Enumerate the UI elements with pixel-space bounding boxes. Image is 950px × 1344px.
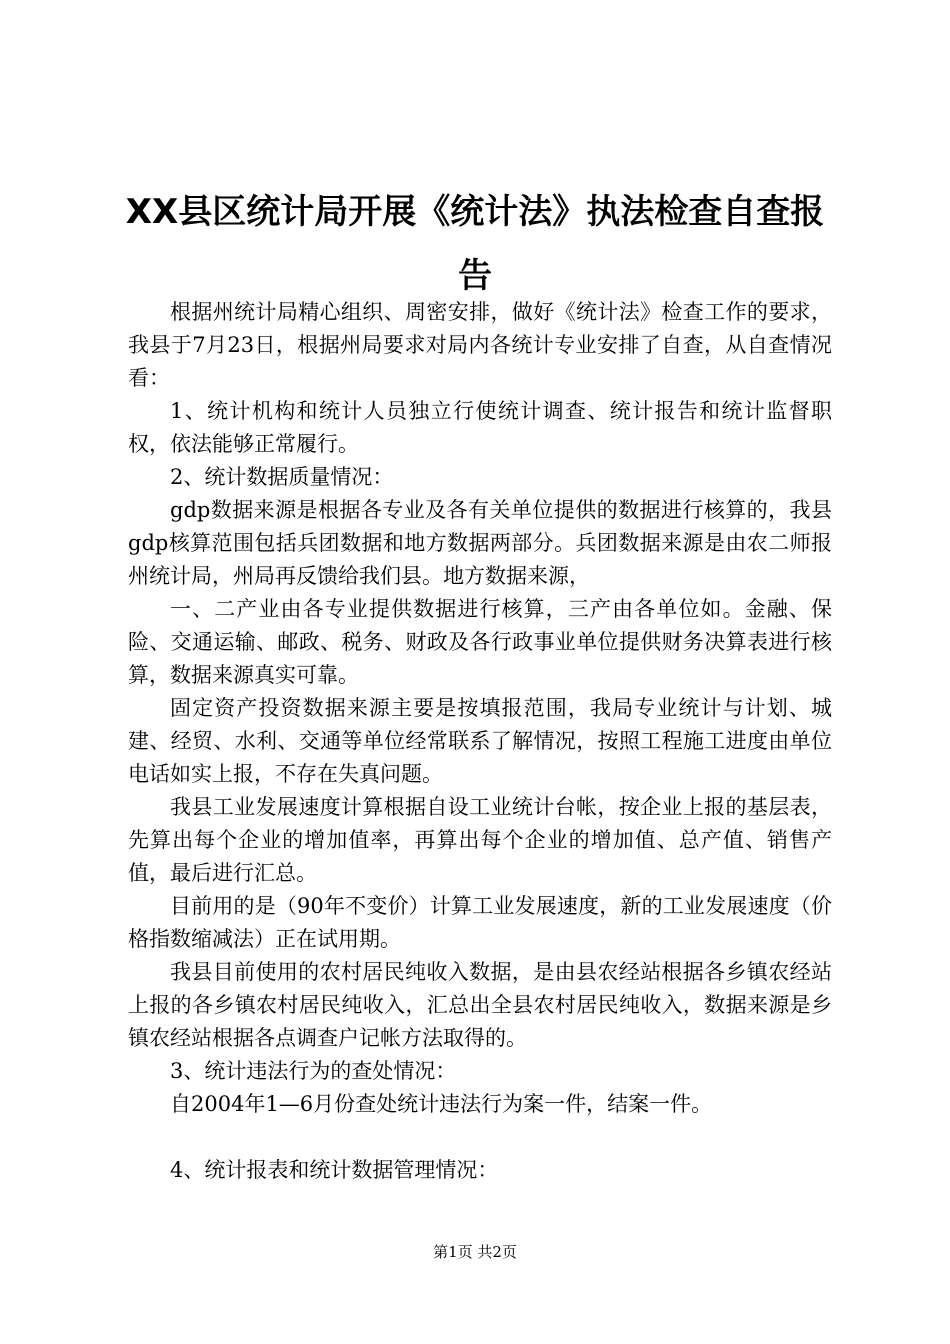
paragraph-item-1: 1、统计机构和统计人员独立行使统计调查、统计报告和统计监督职权，依法能够正常履行。 xyxy=(128,399,832,456)
paragraph-item-4-heading: 4、统计报表和统计数据管理情况： xyxy=(170,1158,499,1182)
paragraph-fixed-asset-investment: 固定资产投资数据来源主要是按填报范围，我局专业统计与计划、城建、经贸、水利、交通等单位经常联系了解情况，按照工程施工进度由单位电话如实上报，不存在失真问题。 xyxy=(128,696,832,786)
paragraph-industrial-growth: 我县工业发展速度计算根据自设工业统计台帐，按企业上报的基层表，先算出每个企业的增加值率，再算出每个企业的增加值、总产值、销售产值，最后进行汇总。 xyxy=(128,795,832,885)
page-number-footer: 第1页 共2页 xyxy=(433,1243,517,1261)
paragraph-gdp-source: gdp数据来源是根据各专业及各有关单位提供的数据进行核算的，我县gdp核算范围包括兵团数据和地方数据两部分。兵团数据来源是由农二师报州统计局，州局再反馈给我们县。地方数据来源， xyxy=(128,498,832,588)
paragraph-violation-cases: 自2004年1—6月份查处统计违法行为案一件，结案一件。 xyxy=(170,1092,713,1116)
paragraph-intro: 根据州统计局精心组织、周密安排，做好《统计法》检查工作的要求，我县于7月23日，根据州局要求对局内各统计专业安排了自查，从自查情况看： xyxy=(128,300,832,390)
paragraph-constant-price: 目前用的是（90年不变价）计算工业发展速度，新的工业发展速度（价格指数缩减法）正在试用期。 xyxy=(128,894,832,951)
paragraph-industry-accounting: 一、二产业由各专业提供数据进行核算，三产由各单位如。金融、保险、交通运输、邮政、税务、财政及各行政事业单位提供财务决算表进行核算，数据来源真实可靠。 xyxy=(128,597,832,687)
paragraph-item-3-heading: 3、统计违法行为的查处情况： xyxy=(170,1059,457,1083)
document-title: XX县区统计局开展《统计法》执法检查自查报告 xyxy=(125,192,825,296)
document-body xyxy=(128,296,832,1187)
paragraph-item-2-heading: 2、统计数据质量情况： xyxy=(170,465,394,489)
paragraph-rural-income: 我县目前使用的农村居民纯收入数据，是由县农经站根据各乡镇农经站上报的各乡镇农村居民纯收入，汇总出全县农村居民纯收入，数据来源是乡镇农经站根据各点调查户记帐方法取得的。 xyxy=(128,960,832,1050)
